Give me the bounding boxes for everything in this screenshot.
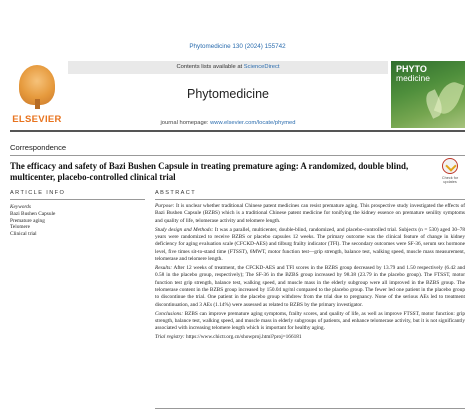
keywords-block [10, 204, 145, 238]
contents-prefix: Contents lists available at [176, 64, 244, 70]
elsevier-wordmark: ELSEVIER [12, 114, 62, 125]
conclusions-text: BZBS can improve premature aging symptoms, frailty scores, and quality of life, as well as improve FTSST, motor function: grip strength, balance test, walking speed, and muscle mass in elderly subgroups of patients, and enhance telomerase activity, but it is not significantly associated with increasing telomere length which is important for healthy aging. [155, 310, 465, 332]
article-info-divider [10, 199, 145, 200]
abstract-conclusions [155, 311, 465, 333]
journal-citation[interactable]: Phytomedicine 130 (2024) 155742 [189, 43, 286, 50]
masthead-divider [10, 130, 465, 132]
keyword-item: Bazi Bushen Capsule [10, 210, 56, 217]
section-divider [10, 155, 465, 156]
conclusions-label: Conclusions: [155, 310, 183, 317]
article-section-type: Correspondence [10, 143, 67, 152]
results-text: After 12 weeks of treatment, the CFCKD-AES and TFI scores in the BZBS group decreased by 13.79 and 1.50 respectively (6.42 and 0.58 in the placebo group, respectively); The SF-36 in the BZBS group increased by 98.38 (23.79 in the placebo group). The FTSST, motor function test grip strength, balance test, walking speed, and muscle mass in the elderly subgroup were all improved in the BZBS group. The telomerase content in the BZBS group increased by 150.04 ng/ml compared to the placebo group. The fewer led one patient in the placebo group to discontinue the trial. One patient in the placebo group withdrew from the trial due to pregnancy. None of the serious AEs led to treatment discontinuation, and 3 AEs (1.14%) were assessed as related to BZBS by the primary investigator. [155, 264, 465, 308]
abstract-registry [155, 334, 465, 341]
journal-masthead [10, 61, 465, 128]
registry-link[interactable]: https://www.chictr.org.cn/showproj.html?proj=166181 [184, 334, 302, 341]
contents-available-bar [68, 61, 388, 74]
abstract-purpose [155, 203, 465, 225]
keyword-item: Clinical trial [10, 231, 37, 238]
check-updates-label [436, 176, 464, 185]
purpose-text: It is unclear whether traditional Chinese patent medicines can resist premature aging. This prospective study investigated the effects of Bazi Bushen Capsule (BZBS) which is a traditional Chinese patent medicine for tonifying the kidney essence on premature senility symptoms and quality of life, telomerase activity and telomere length. [155, 203, 465, 224]
article-title: The efficacy and safety of Bazi Bushen Capsule in treating premature aging: A randomized, double blind, multicenter, placebo-controlled clinical trial [10, 161, 409, 182]
journal-title: Phytomedicine [187, 87, 269, 101]
results-label: Results: [155, 264, 173, 271]
design-text: It was a parallel, multicenter, double-blind, randomized, and placebo-controlled trial. Subjects (n = 530) aged 30–78 years were randomized to receive BZBS or placebo capsules 12 weeks. The primary outcome was the clinical feature of change in kidney deficiency for aging evaluation scale (CFCKD-AES) and tilburg frailty indicator (TFI). The secondary outcomes were SF-36, serum sex hormone level, five times sit-to-stand time (FTSST), 6MWT, motor function test—grip strength, balance test, walking speed, muscle mass measurement, telomerase and telomere length. [155, 226, 465, 262]
abstract-body [155, 203, 465, 343]
keyword-item: Premature aging [10, 217, 45, 224]
journal-homepage [68, 120, 388, 126]
abstract-divider [155, 199, 465, 200]
check-updates-line-1: Check for [441, 176, 459, 180]
abstract-results [155, 265, 465, 309]
homepage-prefix: journal homepage: [160, 120, 211, 126]
abstract-heading: ABSTRACT [155, 190, 197, 196]
article-info-heading: ARTICLE INFO [10, 190, 66, 196]
elsevier-trunk [35, 99, 40, 109]
abstract-design [155, 227, 465, 264]
check-updates-icon [442, 158, 458, 174]
design-label: Study design and Methods: [155, 226, 214, 233]
check-for-updates-badge[interactable] [436, 158, 464, 186]
sciencedirect-link[interactable]: ScienceDirect [243, 64, 280, 70]
abstract-bottom-divider [155, 408, 465, 409]
check-updates-line-2: updates [443, 180, 457, 185]
elsevier-logo[interactable] [10, 61, 64, 128]
homepage-link[interactable]: www.elsevier.com/locate/phymed [210, 120, 296, 126]
cover-title [396, 65, 430, 83]
purpose-label: Purpose: [155, 203, 175, 209]
journal-cover-thumbnail[interactable] [391, 61, 465, 128]
keyword-item: Telomere [10, 224, 30, 231]
cover-line-1: PHYTO [396, 64, 427, 74]
cover-line-2: medicine [396, 73, 431, 83]
masthead-center [68, 61, 388, 128]
registry-label: Trial registry: [155, 334, 185, 341]
keywords-heading: Keywords [10, 204, 31, 210]
